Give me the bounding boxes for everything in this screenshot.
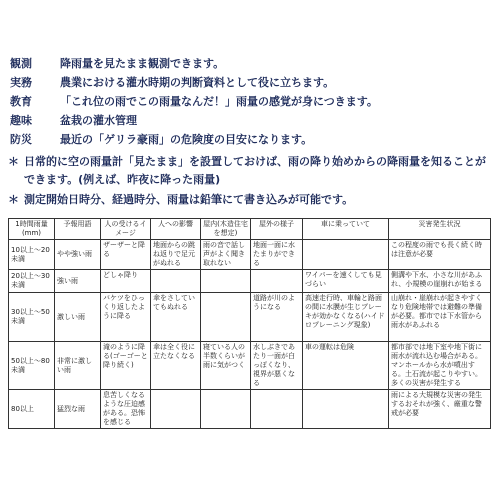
use-item <box>10 111 492 130</box>
use-description: 最近の「ゲリラ豪雨」の危険度の目安になります。 <box>60 133 313 146</box>
table-cell: この程度の雨でも長く続く時は注意が必要 <box>389 240 491 270</box>
table-cell: 傘をさしていてもぬれる <box>151 293 201 342</box>
table-row <box>9 240 491 270</box>
table-cell <box>251 390 303 429</box>
table-cell: 山崩れ・崖崩れが起きやすくなり危険地帯では避難の準備が必要。都市では下水管から雨水があふれる <box>389 293 491 342</box>
use-term: 実務 <box>10 76 32 89</box>
table-cell: どしゃ降り <box>101 270 151 293</box>
table-cell: 80以上 <box>9 390 55 429</box>
table-cell: 地面からの跳ね返りで足元がぬれる <box>151 240 201 270</box>
rainfall-table <box>8 218 491 429</box>
note-text: 測定開始日時分、経過時分、雨量は鉛筆にて書き込みが可能です。 <box>24 193 354 206</box>
asterisk-mark: ＊ <box>8 193 19 206</box>
table-cell: 寝ている人の半数くらいが雨に気がつく <box>201 342 251 390</box>
table-cell: 雨の音で話し声がよく聞き取れない <box>201 240 251 270</box>
column-header: 屋外の様子 <box>251 219 303 240</box>
table-row <box>9 390 491 429</box>
table-cell: 地面一面に水たまりができる <box>251 240 303 270</box>
column-header: 人への影響 <box>151 219 201 240</box>
table-cell: 非常に激しい雨 <box>55 342 101 390</box>
table-cell: 息苦しくなるような圧迫感がある。恐怖を感じる <box>101 390 151 429</box>
use-item <box>10 130 492 149</box>
table-row <box>9 270 491 293</box>
use-description: 農業における灌水時期の判断資料として役に立ちます。 <box>60 76 335 89</box>
table-cell: 車の運転は危険 <box>303 342 389 390</box>
table-cell <box>201 293 251 342</box>
table-cell: 側溝や下水、小さな川があふれ、小規模の崖崩れが始まる <box>389 270 491 293</box>
table-cell: 猛烈な雨 <box>55 390 101 429</box>
use-item <box>10 54 492 73</box>
table-cell: 高速走行時、車輪と路面の間に水膜が生じブレーキが効かなくなる(ハイドロプレーニング現象) <box>303 293 389 342</box>
use-item <box>10 73 492 92</box>
column-header: 災害発生状況 <box>389 219 491 240</box>
column-header: 車に乗っていて <box>303 219 389 240</box>
column-header: 人の受けるイメージ <box>101 219 151 240</box>
use-description: 「これ位の雨でこの雨量なんだ！」雨量の感覚が身につきます。 <box>60 95 378 108</box>
table-cell: やや強い雨 <box>55 240 101 270</box>
use-description: 降雨量を見たまま観測できます。 <box>60 57 225 70</box>
use-term: 防災 <box>10 133 32 146</box>
note-text: 日常的に空の雨量計「見たまま」を設置しておけば、雨の降り始めからの降雨量を知ることができます。(例えば、昨夜に降った雨量) <box>24 155 486 186</box>
table-cell <box>151 390 201 429</box>
table-cell <box>151 270 201 293</box>
table-cell <box>201 270 251 293</box>
table-cell: 強い雨 <box>55 270 101 293</box>
table-cell: バケツをひっくり返したように降る <box>101 293 151 342</box>
table-cell <box>303 240 389 270</box>
note-item <box>8 153 494 189</box>
table-cell <box>303 390 389 429</box>
table-cell: 激しい雨 <box>55 293 101 342</box>
table-cell: 50以上～80未満 <box>9 342 55 390</box>
table-cell <box>201 390 251 429</box>
notes <box>8 153 494 209</box>
table-cell: 雨による大規模な災害の発生するおそれが強く、厳重な警戒が必要 <box>389 390 491 429</box>
column-header: 予報用語 <box>55 219 101 240</box>
table-row <box>9 293 491 342</box>
table-cell: ワイパーを速くしても見づらい <box>303 270 389 293</box>
table-header-row <box>9 219 491 240</box>
table-cell: 10以上～20未満 <box>9 240 55 270</box>
table-cell: 都市部では地下室や地下街に雨水が流れ込む場合がある。マンホールから水が噴出する。土石流が起こりやすい。多くの災害が発生する <box>389 342 491 390</box>
use-description: 盆栽の灌水管理 <box>60 114 137 127</box>
table-cell: 水しぶきであたり一面が白っぽくなり、視界が悪くなる <box>251 342 303 390</box>
uses-list <box>10 54 492 149</box>
column-header: 1時間雨量(mm) <box>9 219 55 240</box>
table-cell <box>251 270 303 293</box>
table-cell: 滝のように降る(ゴーゴーと降り続く) <box>101 342 151 390</box>
use-item <box>10 92 492 111</box>
asterisk-mark: ＊ <box>8 155 19 168</box>
table-cell: 30以上～50未満 <box>9 293 55 342</box>
table-cell: ザーザーと降る <box>101 240 151 270</box>
table-cell: 傘は全く役に立たなくなる <box>151 342 201 390</box>
column-header: 屋内(木造住宅を想定) <box>201 219 251 240</box>
use-term: 趣味 <box>10 114 32 127</box>
use-term: 観測 <box>10 57 32 70</box>
table-row <box>9 342 491 390</box>
table-cell: 20以上～30未満 <box>9 270 55 293</box>
note-item <box>8 191 494 209</box>
use-term: 教育 <box>10 95 32 108</box>
table-cell: 道路が川のようになる <box>251 293 303 342</box>
